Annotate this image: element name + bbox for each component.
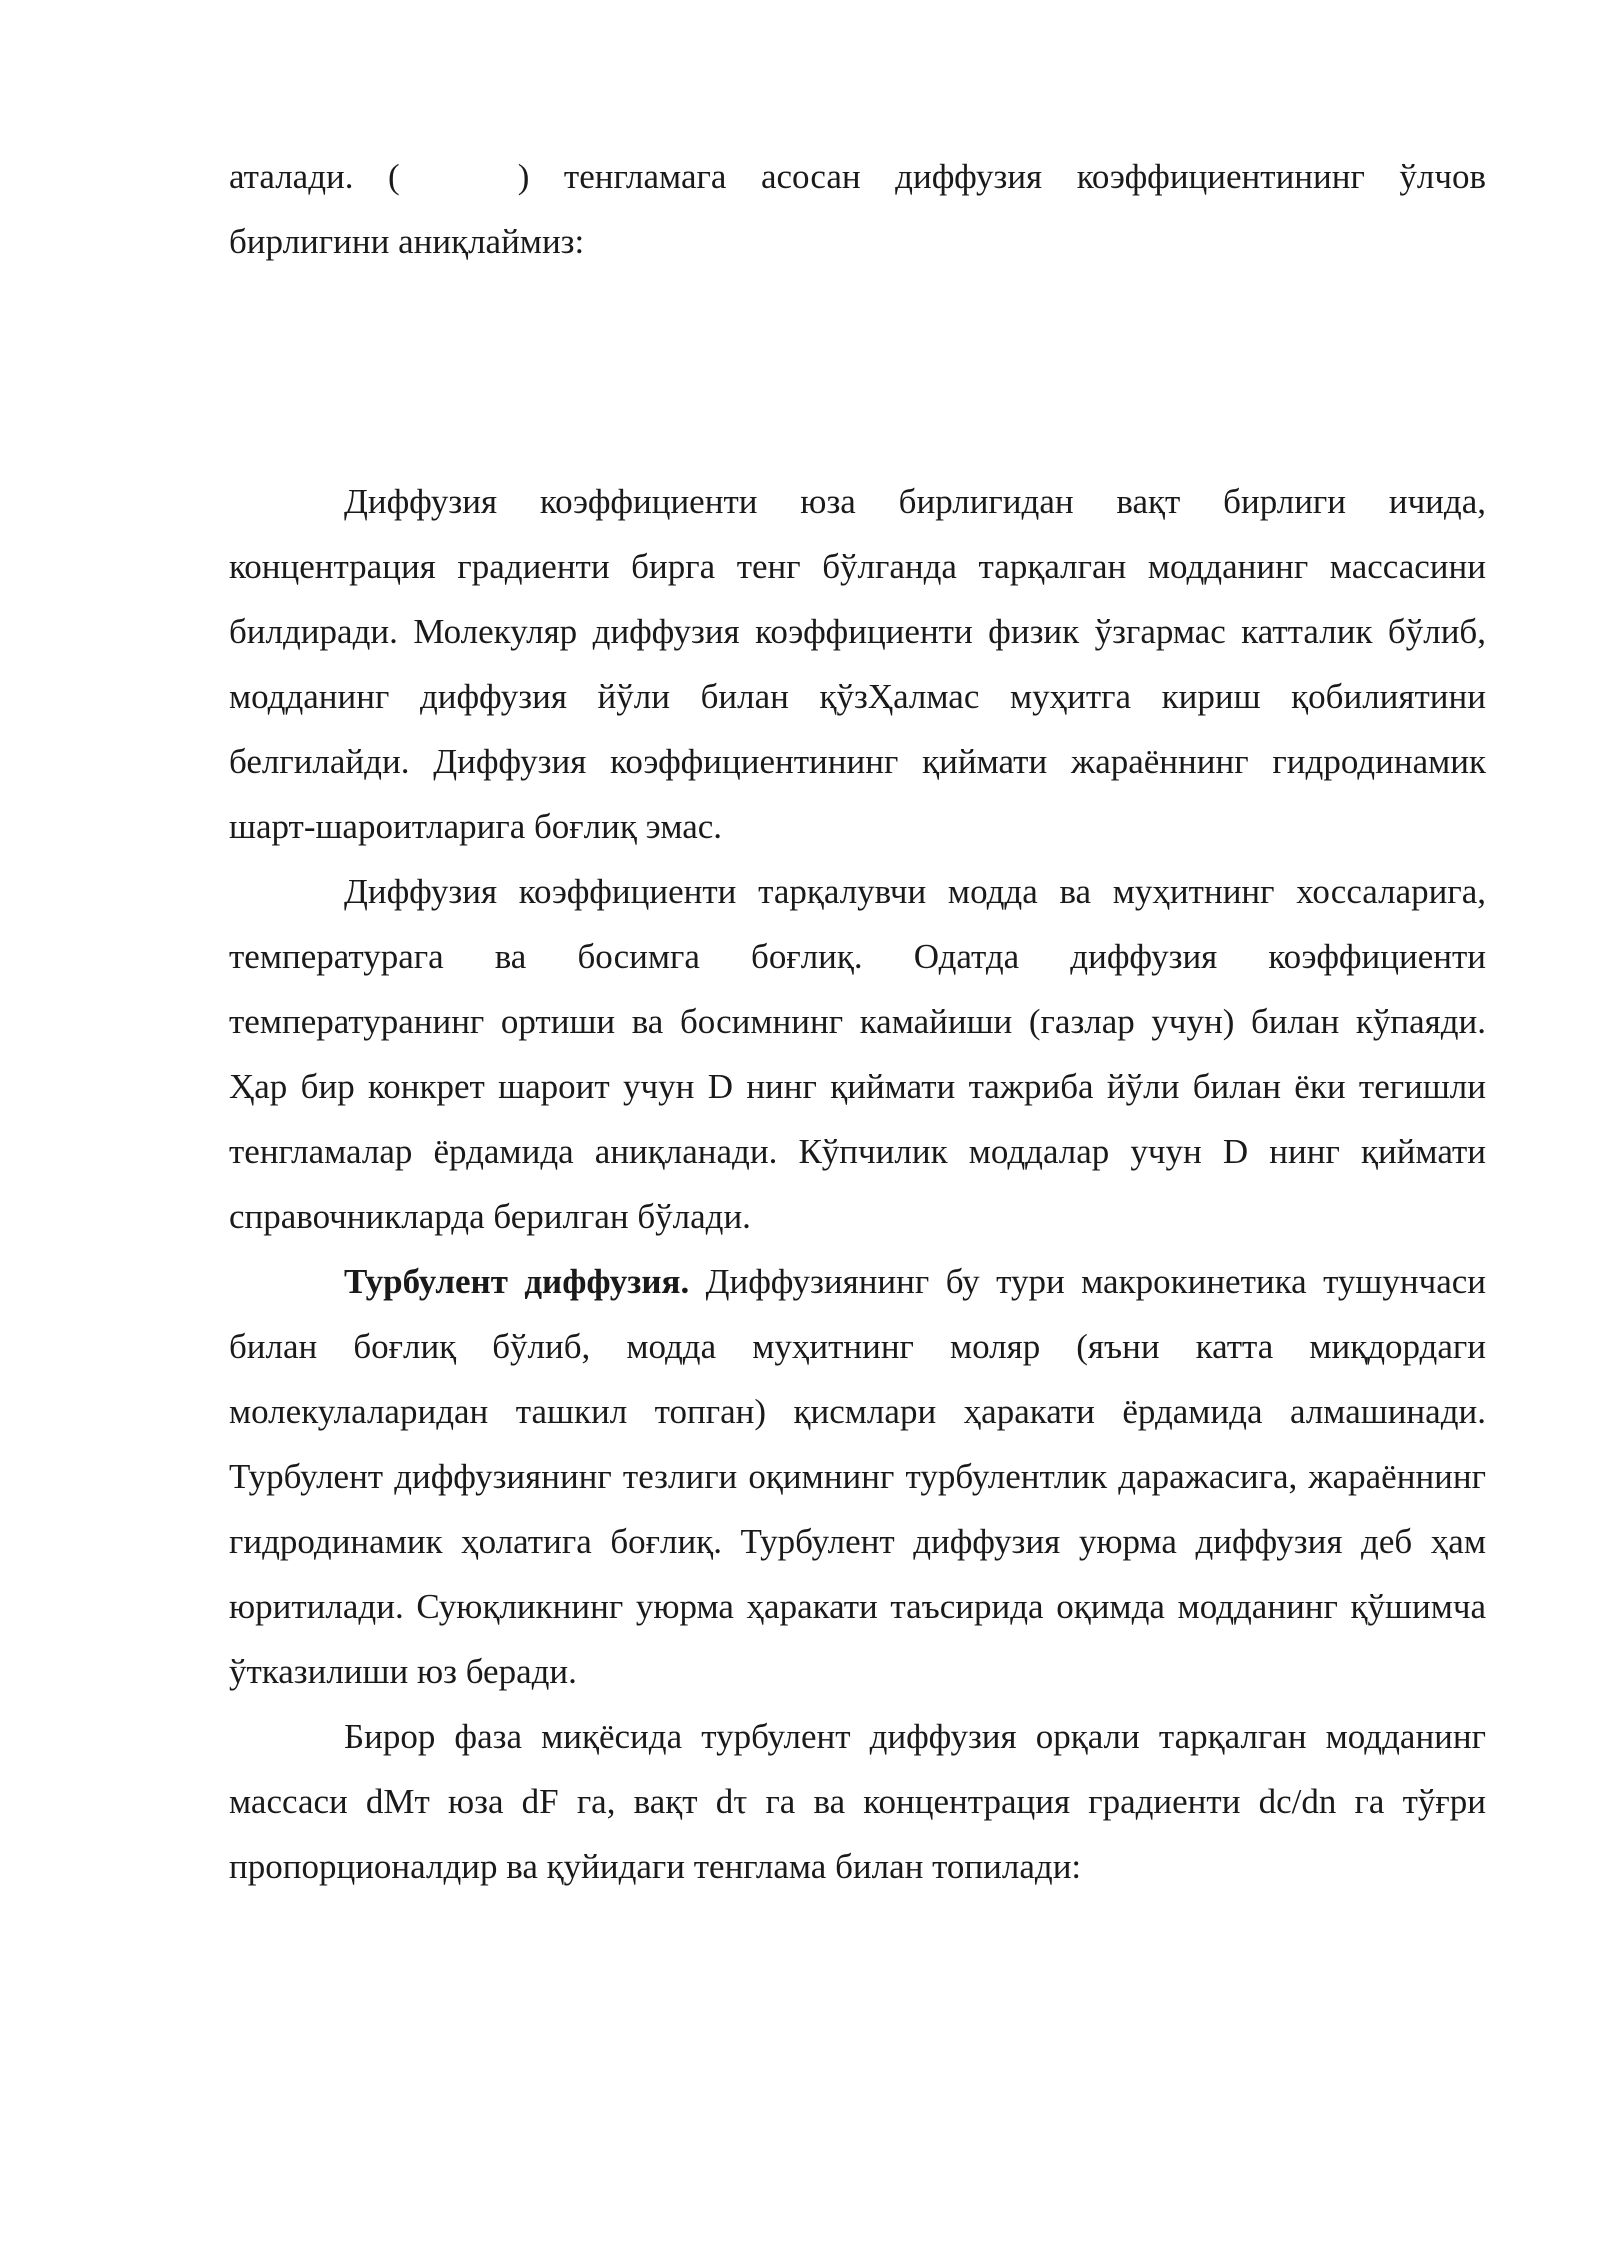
paragraph-turbulent-mass-transfer: Бирор фаза миқёсида турбулент диффузия орқали тарқалган модданинг массаси dMт юза dF га, вақт dτ га ва концентрация градиенти dc/dn га тўғри пропорционалдир ва қуйидаги тенглама билан топилади: [229,1717,1486,1886]
paragraph-turbulent-diffusion [229,1249,1486,1704]
intro-text [229,144,1486,274]
main-text [229,469,1486,1899]
intro-paragraph [229,144,1486,274]
paragraph-diffusion-coefficient-definition: Диффузия коэффициенти юза бирлигидан вақт бирлиги ичида, концентрация градиенти бирга тенг бўлганда тарқалган модданинг массасини билдиради. Молекуляр диффузия коэффициенти физик ўзгармас катталик бўлиб, модданинг диффузия йўли билан қўзҲалмас муҳитга кириш қобилиятини белгилайди. Диффузия коэффициентининг қиймати жараённинг гидродинамик шарт-шароитларига боғлиқ эмас. [229,482,1486,846]
paragraph-diffusion-coefficient-dependence: Диффузия коэффициенти тарқалувчи модда ва муҳитнинг хоссаларига, температурага ва босимга боғлиқ. Одатда диффузия коэффициенти температуранинг ортиши ва босимнинг камайиши (газлар учун) билан кўпаяди. Ҳар бир конкрет шароит учун D нинг қиймати тажриба йўли билан ёки тегишли тенгламалар ёрдамида аниқланади. Кўпчилик моддалар учун D нинг қиймати справочникларда берилган бўлади. [229,872,1486,1236]
intro-text-end: ) тенгламага асосан диффузия коэффициентининг ўлчов бирлигини аниқлаймиз: [229,157,1487,261]
turbulent-diffusion-heading: Турбулент диффузия. [344,1262,690,1301]
intro-text-start: аталади. ( [229,157,400,196]
turbulent-diffusion-text: Диффузиянинг бу тури макрокинетика тушунчаси билан боғлиқ бўлиб, модда муҳитнинг моляр (яъни катта миқдордаги молекулаларидан ташкил топган) қисмлари ҳаракати ёрдамида алмашинади. Турбулент диффузиянинг тезлиги оқимнинг турбулентлик даражасига, жараённинг гидродинамик ҳолатига боғлиқ. Турбулент диффузия уюрма диффузия деб ҳам юритилади. Суюқликнинг уюрма ҳаракати таъсирида оқимда модданинг қўшимча ўтказилиши юз беради. [229,1262,1486,1691]
